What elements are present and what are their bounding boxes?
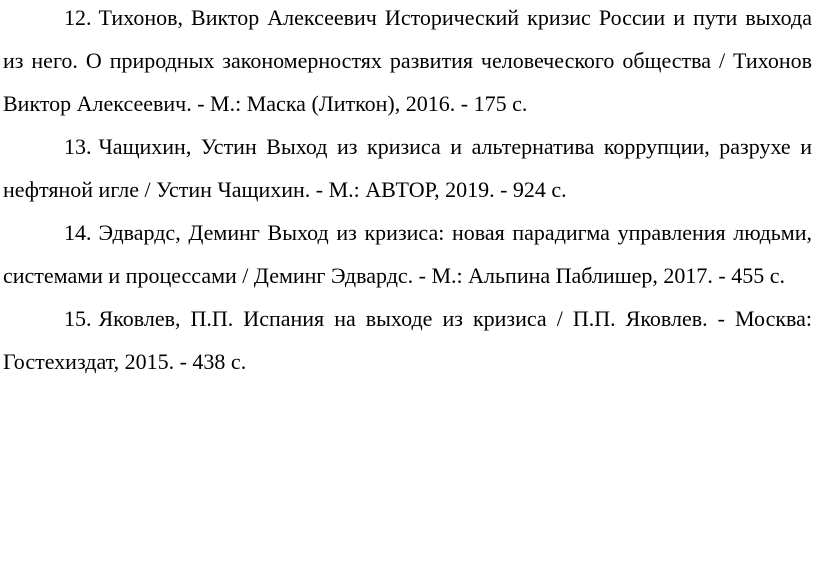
entry-number: 14. (64, 220, 92, 245)
bibliography-entry (3, 211, 812, 297)
entry-text: Эдвардс, Деминг Выход из кризиса: новая парадигма управления людьми, системами и процессами / Деминг Эдвардс. - М.: Альпина Паблишер, 2017. - 455 с. (3, 220, 812, 288)
entry-text: Тихонов, Виктор Алексеевич Исторический кризис России и пути выхода из него. О природных закономерностях развития человеческого общества / Тихонов Виктор Алексеевич. - М.: Маска (Литкон), 2016. - 175 с. (3, 5, 812, 116)
bibliography-list (3, 0, 812, 383)
bibliography-entry (3, 0, 812, 125)
bibliography-entry (3, 297, 812, 383)
entry-text: Чащихин, Устин Выход из кризиса и альтернатива коррупции, разрухе и нефтяной игле / Устин Чащихин. - М.: АВТОР, 2019. - 924 с. (3, 134, 812, 202)
entry-text: Яковлев, П.П. Испания на выходе из кризиса / П.П. Яковлев. - Москва: Гостехиздат, 2015. - 438 с. (3, 306, 812, 374)
entry-number: 13. (64, 134, 92, 159)
bibliography-entry (3, 125, 812, 211)
entry-number: 15. (64, 306, 92, 331)
entry-number: 12. (64, 5, 92, 30)
